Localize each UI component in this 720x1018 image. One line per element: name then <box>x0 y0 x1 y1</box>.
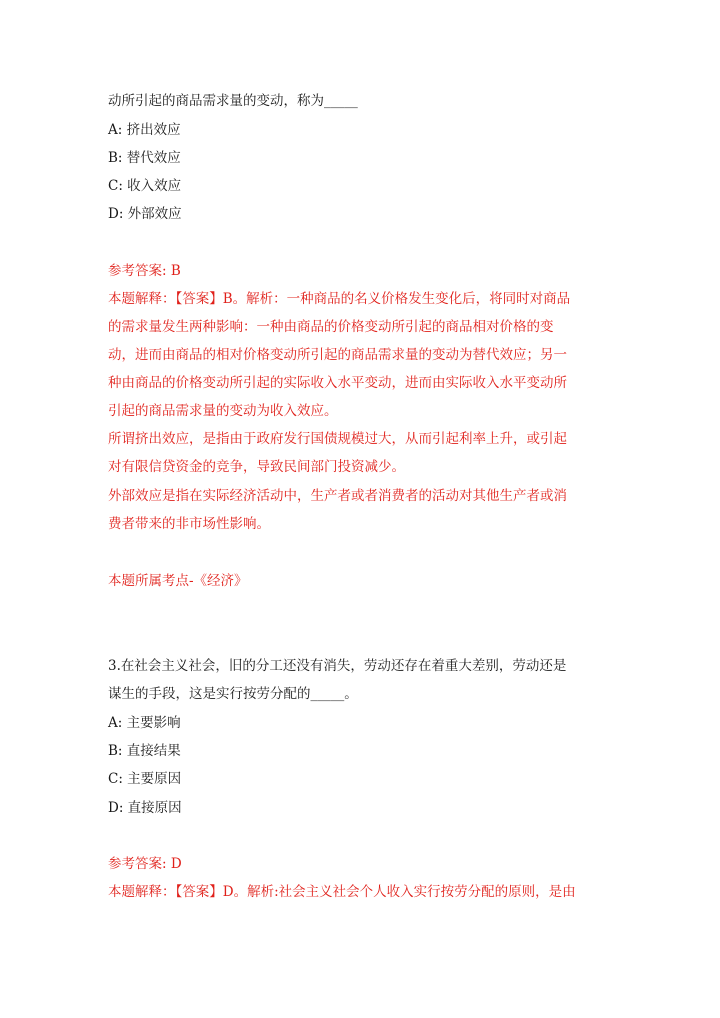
q2-explanation-line: 所谓挤出效应，是指由于政府发行国债规模过大，从而引起利率上升，或引起 <box>108 431 567 447</box>
q3-stem-line: 谋生的手段，这是实行按劳分配的_____。 <box>108 686 358 702</box>
q2-explanation-line: 的需求量发生两种影响：一种由商品的价格变动所引起的商品相对价格的变 <box>108 319 554 335</box>
q2-option-a: A: 挤出效应 <box>108 122 181 138</box>
q2-answer: 参考答案: B <box>108 263 181 279</box>
q3-option-d: D: 直接原因 <box>108 800 182 816</box>
q3-answer: 参考答案: D <box>108 856 182 872</box>
q2-explanation-line: 引起的商品需求量的变动为收入效应。 <box>108 403 338 419</box>
q2-explanation-line: 对有限信贷资金的竞争，导致民间部门投资减少。 <box>108 459 405 475</box>
q3-option-b: B: 直接结果 <box>108 743 181 759</box>
q2-explanation-line: 外部效应是指在实际经济活动中，生产者或者消费者的活动对其他生产者或消 <box>108 488 567 504</box>
q2-explanation-line: 费者带来的非市场性影响。 <box>108 516 270 532</box>
q3-option-c: C: 主要原因 <box>108 771 182 787</box>
q2-explanation-line: 本题解释：【答案】B。解析：一种商品的名义价格发生变化后，将同时对商品 <box>108 291 571 307</box>
q2-explanation-line: 种由商品的价格变动所引起的实际收入水平变动，进而由实际收入水平变动所 <box>108 375 567 391</box>
q2-stem-line: 动所引起的商品需求量的变动，称为_____ <box>108 93 358 109</box>
q2-option-b: B: 替代效应 <box>108 150 181 166</box>
q3-option-a: A: 主要影响 <box>108 715 181 731</box>
q2-option-d: D: 外部效应 <box>108 206 182 222</box>
q3-stem-line: 3.在社会主义社会，旧的分工还没有消失，劳动还存在着重大差别，劳动还是 <box>108 658 567 674</box>
q2-explanation-line: 动，进而由商品的相对价格变动所引起的商品需求量的变动为替代效应；另一 <box>108 347 567 363</box>
q3-explanation-line: 本题解释：【答案】D。解析:社会主义社会个人收入实行按劳分配的原则，是由 <box>108 884 576 900</box>
q2-topic: 本题所属考点-《经济》 <box>108 573 248 589</box>
q2-option-c: C: 收入效应 <box>108 178 182 194</box>
